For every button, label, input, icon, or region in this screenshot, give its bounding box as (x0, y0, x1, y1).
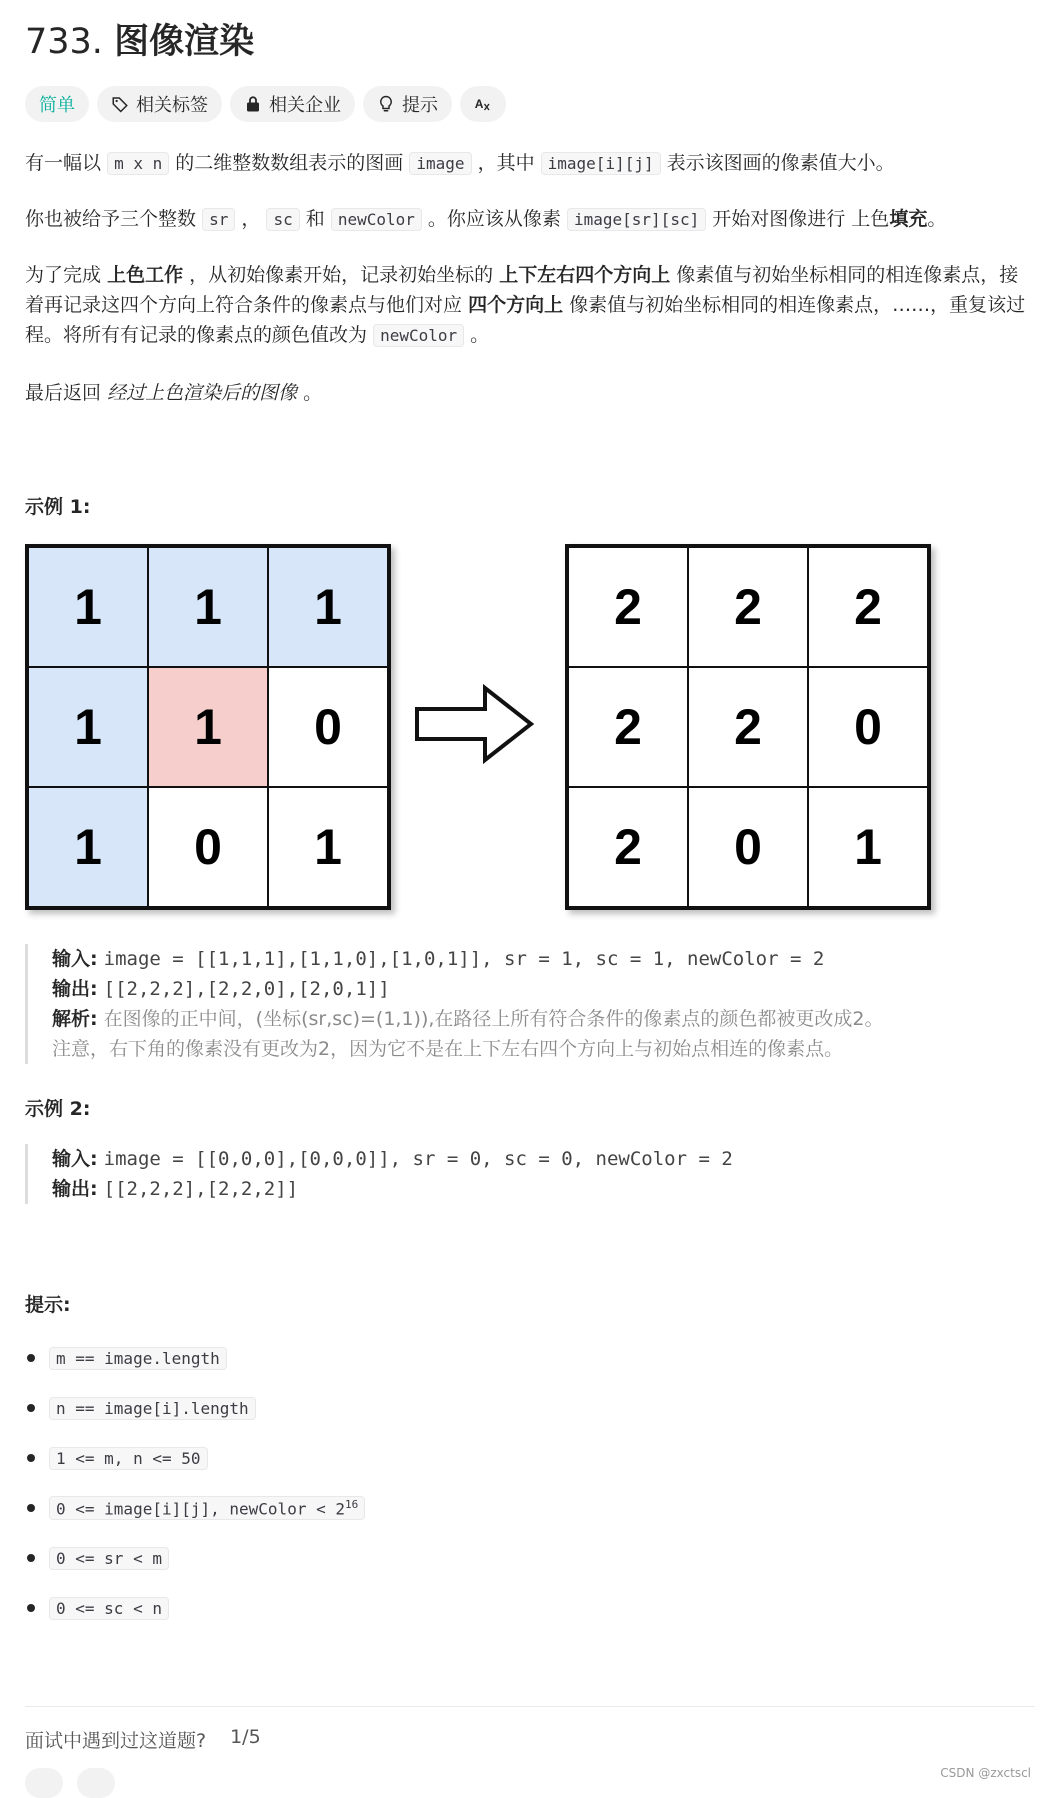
problem-title: 图像渲染 (114, 22, 255, 62)
example-2-output: [[2,2,2],[2,2,2]] (103, 1178, 299, 1200)
lightbulb-icon (377, 95, 395, 113)
list-item: m == image.length (25, 1333, 365, 1383)
input-grid-cell: 1 (28, 787, 148, 907)
example-1-block: 输入: image = [[1,1,1],[1,1,0],[1,0,1]], sr = 1, sc = 1, newColor = 2 输出: [[2,2,2],[2,2,0],[2,0,1]] 解析: 在图像的正中间，(坐标(sr,sc)=(1,1)),在路径上所有符合条件的像素点的颜色都被更改成2。 注意，右下角的像素没有更改为2，因为它不是在上下左右四个方向上与初始点相连的像素点。 (25, 944, 884, 1064)
output-grid-cell: 2 (568, 547, 688, 667)
page-title (25, 20, 254, 64)
example-1-note: 注意，右下角的像素没有更改为2，因为它不是在上下左右四个方向上与初始点相连的像素点。 (52, 1038, 844, 1060)
example-2-heading: 示例 2: (25, 1098, 91, 1120)
interview-ratio: 1/5 (230, 1726, 261, 1748)
interview-question-row[interactable]: 面试中遇到过这道题? 1/5 (25, 1726, 261, 1752)
constraints-heading: 提示: (25, 1294, 71, 1316)
list-item: n == image[i].length (25, 1383, 365, 1433)
example-2-block: 输入: image = [[0,0,0],[0,0,0]], sr = 0, sc = 0, newColor = 2 输出: [[2,2,2],[2,2,2]] (25, 1144, 733, 1204)
csdn-watermark: CSDN @zxctscl (940, 1766, 1031, 1780)
divider (25, 1706, 1035, 1707)
list-item: 0 <= image[i][j], newColor < $2^{16}$ (25, 1483, 365, 1533)
related-tags-button[interactable]: 相关标签 (97, 86, 222, 122)
tag-bar (25, 86, 506, 122)
example-1-input: image = [[1,1,1],[1,1,0],[1,0,1]], sr = 1, sc = 1, newColor = 2 (103, 948, 825, 970)
no-button[interactable] (77, 1768, 115, 1798)
output-grid-cell: 2 (568, 667, 688, 787)
description-para-4: 最后返回 经过上色渲染后的图像 。 (25, 382, 323, 404)
example-2-input: image = [[0,0,0],[0,0,0]], sr = 0, sc = 0, newColor = 2 (103, 1148, 733, 1170)
output-grid-cell: 1 (808, 787, 928, 907)
svg-text:A: A (474, 96, 484, 111)
output-grid-cell: 2 (688, 667, 808, 787)
example-1-explanation: 在图像的正中间，(坐标(sr,sc)=(1,1)),在路径上所有符合条件的像素点的颜色都被更改成2。 (103, 1008, 884, 1030)
description-para-2: 你也被给予三个整数 sr ， sc 和 newColor 。你应该从像素 image[sr][sc] 开始对图像进行 上色填充。 (25, 208, 947, 230)
input-grid-cell: 1 (268, 787, 388, 907)
input-grid-cell: 0 (268, 667, 388, 787)
list-item: 0 <= sr < m (25, 1533, 365, 1583)
translate-button[interactable] (460, 86, 506, 122)
yes-button[interactable] (25, 1768, 63, 1798)
constraints-list (25, 1333, 365, 1633)
example-1-input-image (25, 544, 391, 910)
output-grid-cell: 2 (808, 547, 928, 667)
example-1-heading: 示例 1: (25, 496, 91, 518)
example-1-output: [[2,2,2],[2,2,0],[2,0,1]] (103, 978, 390, 1000)
example-1-output-image (565, 544, 931, 910)
tag-icon (111, 95, 129, 113)
description-para-3: 为了完成 上色工作 ，从初始像素开始，记录初始坐标的 上下左右四个方向上 像素值与初始坐标相同的相连像素点，接着再记录这四个方向上符合条件的像素点与他们对应 四个方向上 像素值与初始坐标相同的相连像素点，……，重复该过程。将所有有记录的像素点的颜色值改为 newColor 。 (25, 264, 1026, 346)
output-grid-cell: 0 (688, 787, 808, 907)
difficulty-tag[interactable]: 简单 (25, 86, 89, 122)
lock-icon (244, 95, 262, 113)
input-grid-cell: 0 (148, 787, 268, 907)
related-companies-button[interactable]: 相关企业 (230, 86, 355, 122)
output-grid-cell: 2 (688, 547, 808, 667)
output-grid-cell: 2 (568, 787, 688, 907)
list-item: 0 <= sc < n (25, 1583, 365, 1633)
input-grid-cell: 1 (28, 667, 148, 787)
input-grid-cell: 1 (148, 667, 268, 787)
description-para-1: 有一幅以 m x n 的二维整数数组表示的图画 image ，其中 image[i][j] 表示该图画的像素值大小。 (25, 152, 895, 174)
problem-number: 733. (25, 22, 103, 62)
input-grid-cell: 1 (28, 547, 148, 667)
input-grid-cell: 1 (148, 547, 268, 667)
input-grid-cell: 1 (268, 547, 388, 667)
arrow-right-icon (415, 684, 535, 764)
hint-button[interactable]: 提示 (363, 86, 452, 122)
output-grid-cell: 0 (808, 667, 928, 787)
translate-icon (474, 95, 492, 113)
list-item: 1 <= m, n <= 50 (25, 1433, 365, 1483)
